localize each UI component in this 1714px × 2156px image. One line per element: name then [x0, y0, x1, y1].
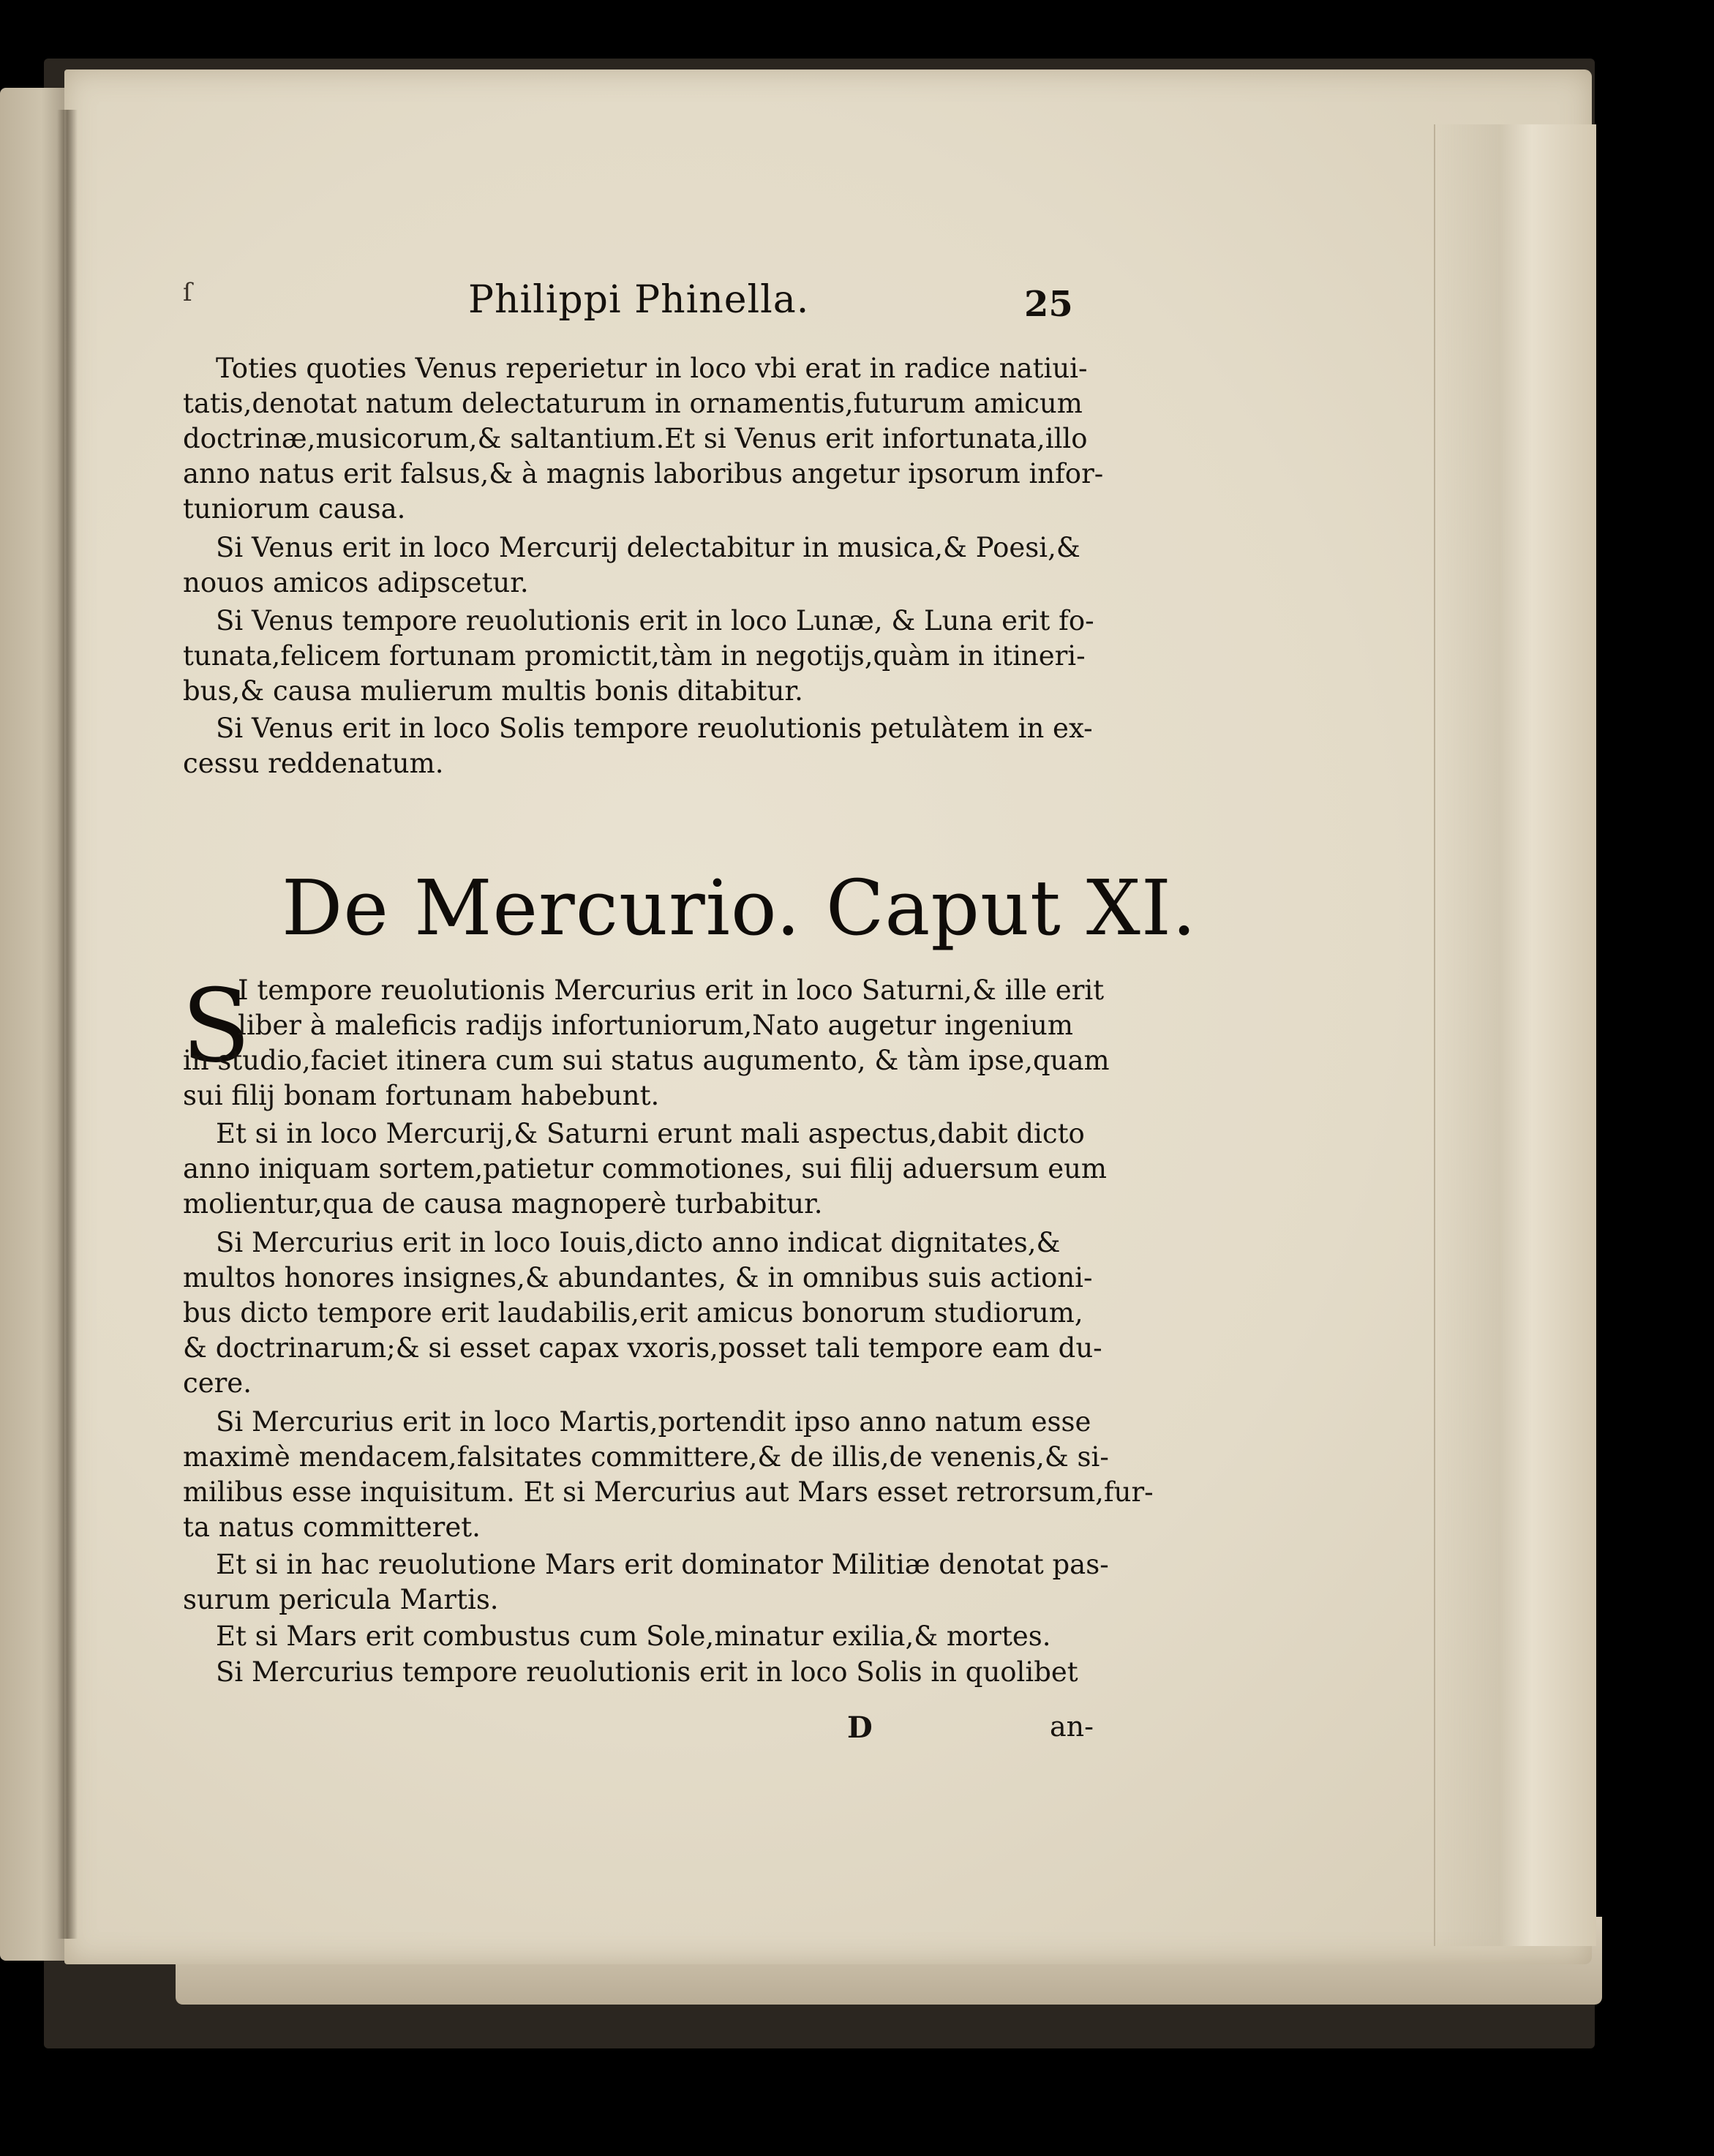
- signature-mark: D: [847, 1710, 873, 1745]
- text-line: maximè mendacem,falsitates committere,& de illis,de venenis,& si-: [183, 1441, 1109, 1473]
- text-line: tatis,denotat natum delectaturum in ornamentis,futurum amicum: [183, 388, 1083, 419]
- catchword: an-: [1050, 1710, 1094, 1743]
- text-line: tuniorum causa.: [183, 493, 406, 525]
- text-line: Si Venus erit in loco Mercurij delectabitur in musica,& Poesi,&: [216, 532, 1080, 563]
- text-line: anno natus erit falsus,& à magnis laboribus angetur ipsorum infor-: [183, 458, 1104, 489]
- paragraph-3: [183, 604, 1156, 709]
- running-title: Philippi Phinella.: [468, 278, 810, 322]
- running-head: [468, 278, 1127, 329]
- text-line: Si Venus tempore reuolutionis erit in loco Lunæ, & Luna erit fo-: [216, 605, 1094, 636]
- text-line: Et si Mars erit combustus cum Sole,minatur exilia,& mortes.: [216, 1620, 1051, 1652]
- text-line: in studio,faciet itinera cum sui status augumento, & tàm ipse,quam: [183, 1045, 1110, 1076]
- chapter-paragraph-4: [183, 1547, 1156, 1618]
- text-line: ta natus committeret.: [183, 1511, 481, 1543]
- chapter-first-paragraph-cont: [183, 1043, 1156, 1113]
- text-line: Si Venus erit in loco Solis tempore reuolutionis petulàtem in ex-: [216, 713, 1093, 744]
- drop-cap: S: [181, 967, 251, 1085]
- stray-mark: ſ: [183, 278, 192, 307]
- chapter-heading: De Mercurio. Caput XI.: [282, 863, 1198, 953]
- chapter-first-paragraph: [238, 973, 1156, 1043]
- text-line: Si Mercurius erit in loco Iouis,dicto anno indicat dignitates,&: [216, 1227, 1061, 1258]
- paragraph-2: [183, 530, 1156, 601]
- text-line: Si Mercurius tempore reuolutionis erit in loco Solis in quolibet: [216, 1656, 1078, 1688]
- text-line: liber à maleficis radijs infortuniorum,Nato augetur ingenium: [238, 1010, 1073, 1041]
- text-line: & doctrinarum;& si esset capax vxoris,posset tali tempore eam du-: [183, 1332, 1102, 1364]
- text-line: anno iniquam sortem,patietur commotiones, sui filij aduersum eum: [183, 1153, 1108, 1184]
- chapter-paragraph-5: [183, 1619, 1156, 1654]
- text-line: Si Mercurius erit in loco Martis,portendit ipso anno natum esse: [216, 1406, 1091, 1438]
- text-line: Et si in hac reuolutione Mars erit dominator Militiæ denotat pas-: [216, 1549, 1109, 1580]
- chapter-paragraph-6: [183, 1655, 1156, 1690]
- spine-shadow: [57, 110, 78, 1939]
- chapter-paragraph-3: [183, 1405, 1156, 1545]
- text-line: cere.: [183, 1367, 252, 1399]
- text-line: doctrinæ,musicorum,& saltantium.Et si Venus erit infortunata,illo: [183, 423, 1088, 454]
- text-line: nouos amicos adipscetur.: [183, 567, 529, 598]
- page-number: 25: [1024, 284, 1073, 325]
- text-line: Et si in loco Mercurij,& Saturni erunt mali aspectus,dabit dicto: [216, 1118, 1085, 1149]
- text-line: multos honores insignes,& abundantes, & in omnibus suis actioni-: [183, 1262, 1093, 1293]
- chapter-paragraph-1: [183, 1116, 1156, 1222]
- text-line: cessu reddenatum.: [183, 748, 444, 779]
- text-line: surum pericula Martis.: [183, 1584, 499, 1615]
- paragraph-1: [183, 351, 1156, 527]
- chapter-paragraph-2: [183, 1225, 1156, 1401]
- text-line: tunata,felicem fortunam promictit,tàm in negotijs,quàm in itineri-: [183, 640, 1086, 672]
- text-line: Toties quoties Venus reperietur in loco vbi erat in radice natiui-: [216, 353, 1088, 384]
- text-line: sui filij bonam fortunam habebunt.: [183, 1080, 660, 1111]
- text-line: molientur,qua de causa magnoperè turbabitur.: [183, 1188, 823, 1220]
- text-line: bus dicto tempore erit laudabilis,erit amicus bonorum studiorum,: [183, 1297, 1083, 1329]
- text-line: bus,& causa mulierum multis bonis ditabitur.: [183, 675, 803, 707]
- text-line: I tempore reuolutionis Mercurius erit in loco Saturni,& ille erit: [238, 974, 1105, 1006]
- paragraph-4: [183, 711, 1156, 781]
- deckle-edge: [1434, 124, 1596, 1946]
- text-line: milibus esse inquisitum. Et si Mercurius aut Mars esset retrorsum,fur-: [183, 1476, 1154, 1508]
